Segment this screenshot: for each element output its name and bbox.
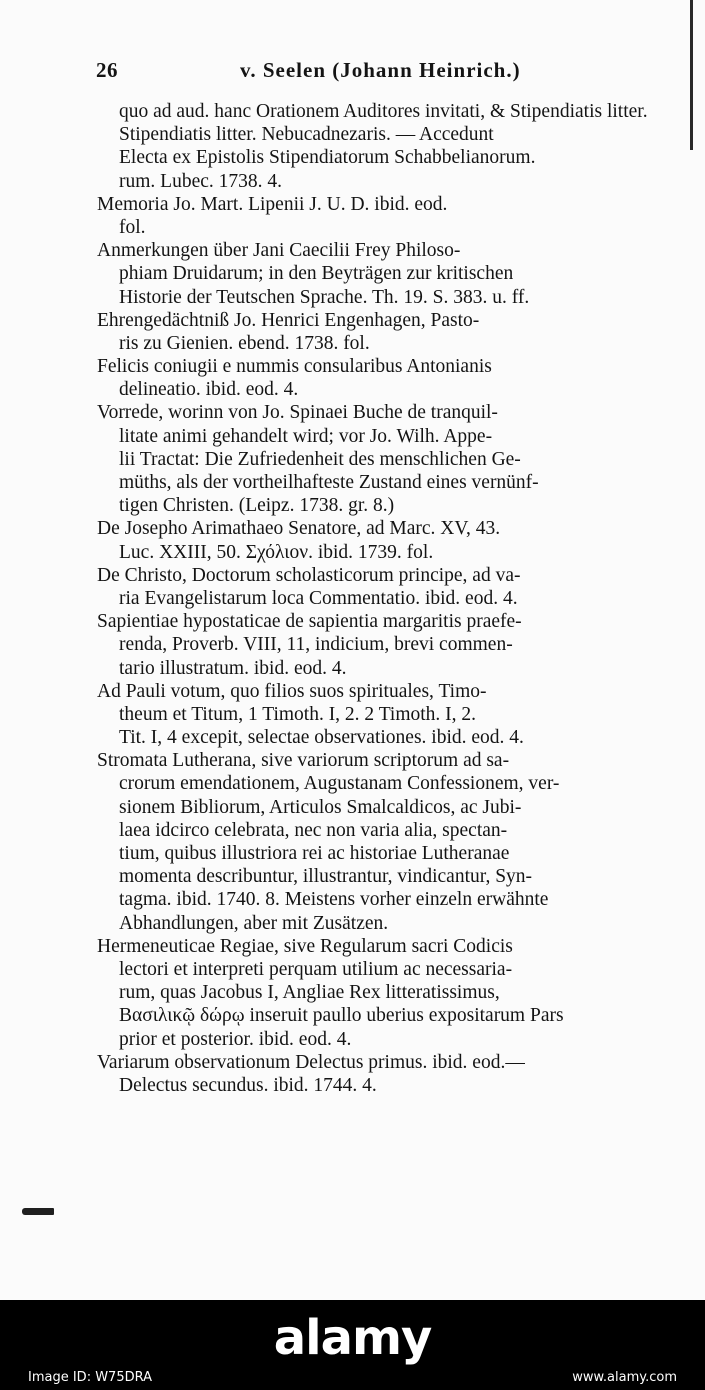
- text-line: Vorrede, worinn von Jo. Spinaei Buche de tranquil-: [97, 402, 498, 424]
- text-line: Tit. I, 4 excepit, selectae observationes. ibid. eod. 4.: [119, 727, 524, 749]
- running-head: v. Seelen (Johann Heinrich.): [240, 58, 521, 82]
- text-line: crorum emendationem, Augustanam Confessionem, ver-: [119, 773, 560, 795]
- text-line: litate animi gehandelt wird; vor Jo. Wilh. Appe-: [119, 425, 493, 447]
- text-line: ris zu Gienien. ebend. 1738. fol.: [119, 332, 370, 354]
- text-line: Sapientiae hypostaticae de sapientia margaritis praefe-: [97, 611, 522, 633]
- body-text: [97, 100, 682, 1097]
- ink-smudge: [22, 1208, 54, 1215]
- text-line: delineatio. ibid. eod. 4.: [119, 379, 299, 401]
- text-line: laea idcirco celebrata, nec non varia alia, spectan-: [119, 819, 508, 841]
- text-line: prior et posterior. ibid. eod. 4.: [119, 1028, 352, 1050]
- text-line: De Josepho Arimathaeo Senatore, ad Marc. XV, 43.: [97, 518, 501, 540]
- text-line: Hermeneuticae Regiae, sive Regularum sacri Codicis: [97, 935, 513, 957]
- text-line: ria Evangelistarum loca Commentatio. ibid. eod. 4.: [119, 587, 518, 609]
- page-edge-line: [690, 0, 693, 150]
- text-line: tium, quibus illustriora rei ac historiae Lutheranae: [119, 843, 510, 864]
- text-line: Βασιλικῷ δώρῳ inseruit paullo uberius expositarum Pars: [119, 1005, 564, 1027]
- text-line: theum et Titum, 1 Timoth. I, 2. 2 Timoth. I, 2.: [119, 703, 477, 725]
- text-line: tario illustratum. ibid. eod. 4.: [119, 657, 347, 679]
- page-number: 26: [96, 58, 118, 82]
- text-line: quo ad aud. hanc Orationem Auditores invitati, & Stipendiatis litter.: [119, 101, 648, 122]
- brand-logo: alamy: [273, 1310, 432, 1366]
- text-line: momenta describuntur, illustrantur, vindicantur, Syn-: [119, 866, 533, 888]
- text-line: Stipendiatis litter. Nebucadnezaris. — Accedunt: [119, 124, 494, 146]
- text-line: rum. Lubec. 1738. 4.: [119, 170, 283, 192]
- text-line: sionem Bibliorum, Articulos Smalcaldicos, ac Jubi-: [119, 796, 522, 818]
- text-line: Anmerkungen über Jani Caecilii Frey Philoso-: [97, 240, 461, 262]
- text-line: Abhandlungen, aber mit Zusätzen.: [119, 912, 389, 934]
- text-line: Delectus secundus. ibid. 1744. 4.: [119, 1074, 377, 1096]
- text-line: rum, quas Jacobus I, Angliae Rex litteratissimus,: [119, 982, 500, 1004]
- text-line: Ehrengedächtniß Jo. Henrici Engenhagen, Pasto-: [97, 309, 480, 331]
- text-line: tigen Christen. (Leipz. 1738. gr. 8.): [119, 495, 395, 517]
- footer-info: [0, 1370, 705, 1390]
- text-line: Ad Pauli votum, quo filios suos spirituales, Timo-: [97, 680, 487, 702]
- text-line: müths, als der vortheilhafteste Zustand eines vernünf-: [119, 472, 539, 493]
- text-line: lii Tractat: Die Zufriedenheit des menschlichen Ge-: [119, 448, 521, 470]
- text-line: De Christo, Doctorum scholasticorum principe, ad va-: [97, 564, 521, 586]
- text-line: Stromata Lutherana, sive variorum scriptorum ad sa-: [97, 750, 510, 772]
- text-line: fol.: [119, 216, 146, 238]
- text-line: Variarum observationum Delectus primus. ibid. eod.—: [97, 1051, 525, 1073]
- running-header: [96, 54, 576, 88]
- text-line: Felicis coniugii e nummis consularibus Antonianis: [97, 356, 492, 378]
- text-line: Memoria Jo. Mart. Lipenii J. U. D. ibid. eod.: [97, 193, 448, 215]
- text-line: phiam Druidarum; in den Beyträgen zur kritischen: [119, 263, 514, 285]
- site-url: www.alamy.com: [572, 1370, 677, 1385]
- text-line: Electa ex Epistolis Stipendiatorum Schabbelianorum.: [119, 147, 536, 169]
- text-line: Luc. XXIII, 50. Σχόλιον. ibid. 1739. fol.: [119, 541, 434, 563]
- image-id: Image ID: W75DRA: [28, 1370, 153, 1385]
- text-line: tagma. ibid. 1740. 8. Meistens vorher einzeln erwähnte: [119, 889, 549, 911]
- text-line: Historie der Teutschen Sprache. Th. 19. S. 383. u. ff.: [119, 286, 530, 308]
- text-line: lectori et interpreti perquam utilium ac necessaria-: [119, 958, 513, 980]
- text-line: renda, Proverb. VIII, 11, indicium, brevi commen-: [119, 634, 513, 656]
